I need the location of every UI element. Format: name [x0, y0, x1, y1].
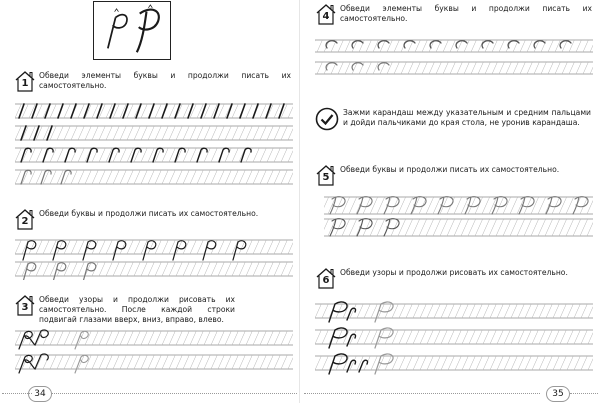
- footer-dotted-line: [304, 393, 540, 394]
- letter-title-box: [93, 1, 171, 60]
- writing-lines-band: [15, 100, 293, 192]
- letter-title-svg: [94, 2, 170, 59]
- page-number: 35: [546, 386, 570, 402]
- writing-lines-band: [15, 327, 293, 383]
- writing-lines-band: [15, 236, 293, 280]
- writing-lines-band: [324, 194, 593, 240]
- house-icon: 5: [315, 164, 337, 186]
- task-instruction: Обведи узоры и продолжи рисовать их самостоятельно.: [340, 268, 568, 277]
- page-number: 34: [28, 386, 52, 402]
- task-1: [14, 70, 292, 90]
- task-5: [315, 164, 593, 188]
- house-icon: 4: [315, 3, 337, 25]
- task-3: [14, 294, 292, 326]
- right-page: [300, 0, 600, 403]
- checkmark-icon: [315, 107, 339, 131]
- house-icon: 2: [14, 208, 36, 230]
- house-icon: 6: [315, 267, 337, 289]
- task-instruction: Обведи буквы и продолжи писать их самостоятельно.: [340, 165, 560, 174]
- footer-dotted-line: [570, 393, 598, 394]
- task-instruction: Обведи элементы буквы и продолжи писать их самостоятельно.: [39, 71, 291, 91]
- task-4: [315, 3, 593, 25]
- house-icon: 1: [14, 70, 36, 92]
- house-icon: 3: [14, 294, 36, 316]
- pencil-exercise: [315, 107, 593, 143]
- writing-lines-band: [315, 296, 593, 382]
- task-6: [315, 267, 593, 291]
- task-instruction: Обведи узоры и продолжи рисовать их самостоятельно. После каждой строки подвигай глазами вверх, вниз, вправо, влево.: [39, 295, 235, 325]
- writing-lines-band: [315, 34, 593, 82]
- task-instruction: Обведи элементы буквы и продолжи писать их самостоятельно.: [340, 4, 592, 24]
- task-instruction: Зажми карандаш между указательным и средним пальцами и дойди пальчиками до края стола, не уронив карандаша.: [343, 108, 591, 128]
- footer-dotted-line: [52, 393, 297, 394]
- task-instruction: Обведи буквы и продолжи писать их самостоятельно.: [39, 209, 259, 218]
- task-2: [14, 208, 292, 232]
